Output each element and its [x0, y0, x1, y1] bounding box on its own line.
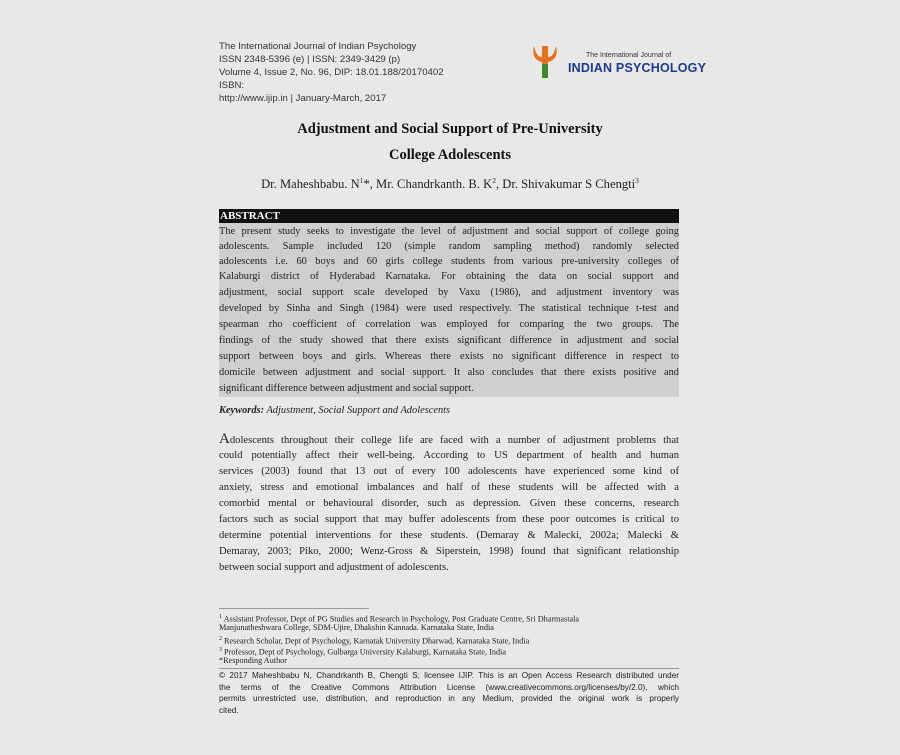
dropcap-letter: A [219, 432, 230, 447]
author-1: Dr. Maheshbabu. N [261, 177, 360, 192]
author-3: , Dr. Shivakumar S Chengti [495, 177, 636, 192]
author-3-sup: 3 [635, 176, 639, 185]
footnote-4: *Responding Author [219, 656, 288, 665]
author-1-sup: 1 [359, 176, 364, 185]
author-2: , Mr. Chandrkanth. B. K [369, 177, 493, 192]
author-list [180, 176, 720, 192]
body-line: services (2003) found that 13 out of every 100 adolescents have experienced some kind of [219, 466, 679, 477]
body-line: comorbid mental or behavioural disorder, such as depression. Given these concerns, research [219, 498, 679, 509]
body-line-text: dolescents throughout their college life are faced with a number of adjustment problems that [229, 435, 679, 446]
keywords-label: Keywords: [219, 405, 265, 416]
paper-title-line1: Adjustment and Social Support of Pre-University [297, 121, 603, 137]
body-line: factors such as social support that may buffer adolescents from these poor outcomes is critical to [219, 514, 679, 525]
footnote-3-text: Professor, Dept of Psychology, Gulbarga University Kalaburgi, Karnataka State, India [222, 647, 506, 657]
abstract-heading-text: ABSTRACT [220, 210, 280, 222]
footnote-3-num: 3 [219, 647, 222, 653]
footnote-1-cont: Manjunatheshwara College, SDM-Ujire, Dhakshin Kannada. Karnataka State, India [219, 623, 494, 632]
license-line: cited. [219, 705, 239, 715]
footnote-1-num: 1 [219, 614, 222, 620]
body-line: Demaray, 2003; Piko, 2000; Wenz-Gross & Siperstein, 1998) found that significant relationship [219, 546, 679, 557]
logo-line2: INDIAN PSYCHOLOGY [568, 61, 707, 75]
issn-line: ISSN 2348-5396 (e) | ISSN: 2349-3429 (p) [219, 54, 401, 65]
body-line [219, 432, 679, 449]
body-line: between social support and adjustment of adolescents. [219, 562, 449, 573]
footnote-divider [219, 608, 369, 609]
footnote-2-num: 2 [219, 636, 222, 642]
abstract-line: adolescents i.e. 60 boys and 60 girls college students from various pre-university colleges of [219, 256, 679, 267]
abstract-line: Kalaburgi district of Hyderabad Karnataka. For obtaining the data on social support and [219, 271, 679, 282]
license-line: the terms of the Creative Commons Attribution License (www.creativecommons.org/licenses/by/2.0), which [219, 682, 679, 692]
url-date-line: http://www.ijip.in | January-March, 2017 [219, 93, 387, 104]
abstract-line: significant difference between adjustment and social support. [219, 383, 474, 394]
keywords-text: Adjustment, Social Support and Adolescents [264, 405, 451, 416]
abstract-line: findings of the study showed that there exists significant difference in adjustment and social [219, 335, 679, 346]
author-1-mark: * [363, 177, 370, 192]
isbn-line: ISBN: [219, 80, 245, 91]
abstract-line: spearman rho coefficient of correlation was employed for comparing the two groups. The [219, 319, 679, 330]
abstract-line: adolescents. Sample included 120 (simple random sampling method) randomly selected [219, 241, 679, 252]
journal-header [219, 40, 444, 105]
body-line: determine potential interventions for these students. (Demaray & Malecki, 2002a; Malecki & [219, 530, 679, 541]
footnote-2-text: Research Scholar, Dept of Psychology, Karnatak University Dharwad, Karnataka State, India [222, 636, 530, 646]
license-line: permits unrestricted use, distribution, and reproduction in any Medium, provided the original work is properly [219, 694, 679, 703]
body-line: could potentially affect their well-being. According to US department of health and human [219, 450, 679, 461]
abstract-heading [219, 209, 679, 223]
abstract-line: support between boys and girls. Whereas there exists no significant difference in respect to [219, 351, 679, 362]
footnote-1-text: Assistant Professor, Dept of PG Studies and Research in Psychology, Post Graduate Centre, Sri Dharmastala [222, 614, 580, 624]
journal-name: The International Journal of Indian Psychology [219, 41, 417, 52]
abstract-line: domicile between adjustment and social support. It also concludes that there exists positive and [219, 367, 679, 378]
psi-logo-icon [528, 42, 568, 82]
volume-line: Volume 4, Issue 2, No. 96, DIP: 18.01.188/20170402 [219, 67, 444, 78]
abstract-body [219, 223, 679, 397]
logo-line1: The International Journal of [586, 52, 672, 59]
abstract-line: adjustment, social support scale developed by Vaxu (1986), and adjustment inventory was [219, 287, 679, 298]
paper-title-line2: College Adolescents [388, 147, 512, 163]
keywords [219, 405, 450, 416]
license-block [219, 670, 679, 716]
journal-logo [528, 42, 707, 82]
abstract-line: The present study seeks to investigate the level of adjustment and social support of college going [219, 226, 679, 237]
license-line: © 2017 Maheshbabu N, Chandrkanth B, Chengti S; licensee IJIP. This is an Open Access Research distributed under [219, 671, 679, 680]
author-2-sup: 2 [492, 176, 496, 185]
body-line: anxiety, stress and emotional imbalances and half of these students will be affected with a [219, 482, 679, 493]
abstract-line: developed by Sinha and Singh (1984) were used respectively. The statistical technique t-test and [219, 303, 679, 314]
license-divider [219, 668, 679, 669]
